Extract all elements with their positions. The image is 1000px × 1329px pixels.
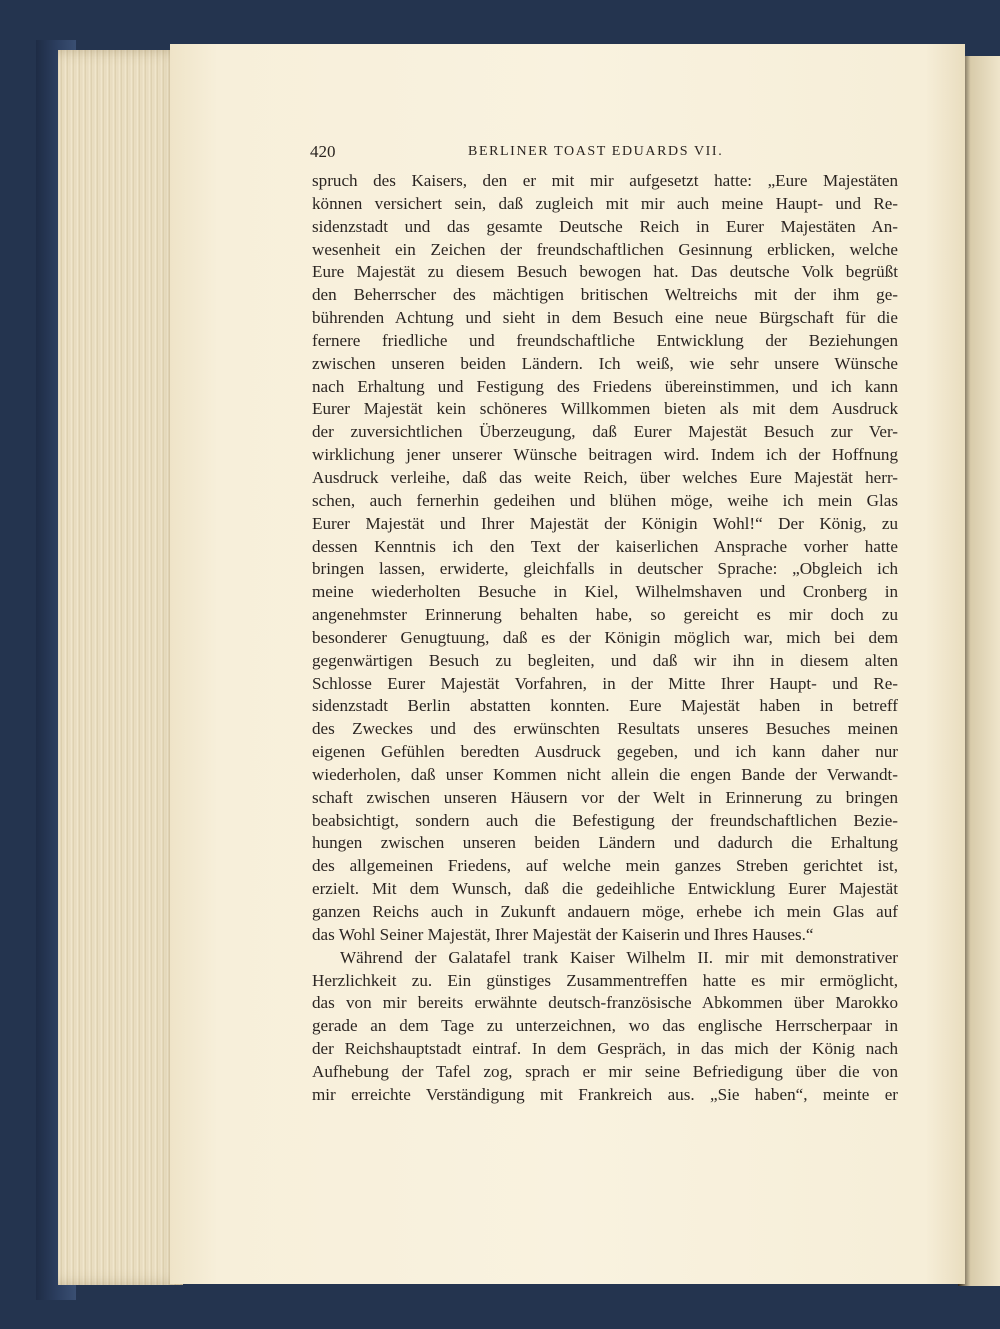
page-edges bbox=[58, 50, 183, 1285]
text-line: Eurer Majestät kein schöneres Willkommen bieten als mit dem Ausdruck bbox=[312, 399, 898, 419]
text-line: den Beherrscher des mächtigen britischen Weltreichs mit der ihm ge- bbox=[312, 285, 898, 305]
text-line: das Wohl Seiner Majestät, Ihrer Majestät der Kaiserin und Ihres Hauses.“ bbox=[312, 924, 814, 944]
text-line: mir erreichte Verständigung mit Frankreich aus. „Sie haben“, meinte er bbox=[312, 1084, 898, 1104]
text-line: des Zweckes und des erwünschten Resultats unseres Besuches meinen bbox=[312, 719, 898, 739]
body-text bbox=[312, 170, 898, 1107]
text-line: wirklichung jener unserer Wünsche beitragen wird. Indem ich der Hoffnung bbox=[312, 445, 898, 465]
text-line: bringen lassen, erwiderte, gleichfalls in deutscher Sprache: „Obgleich ich bbox=[312, 559, 898, 579]
page-number: 420 bbox=[310, 142, 336, 161]
text-line: spruch des Kaisers, den er mit mir aufgesetzt hatte: „Eure Majestäten bbox=[312, 171, 898, 190]
text-line: wesenheit ein Zeichen der freundschaftlichen Gesinnung erblicken, welche bbox=[312, 239, 898, 259]
text-line: das von mir bereits erwähnte deutsch-französische Abkommen über Marokko bbox=[312, 993, 898, 1013]
text-line: bührenden Achtung und sieht in dem Besuch eine neue Bürgschaft für die bbox=[312, 308, 898, 328]
text-line: zwischen unseren beiden Ländern. Ich weiß, wie sehr unsere Wünsche bbox=[312, 353, 898, 373]
text-line: Aufhebung der Tafel zog, sprach er mir seine Befriedigung über die von bbox=[312, 1061, 898, 1081]
text-line: gegenwärtigen Besuch zu begleiten, und daß wir ihn in diesem alten bbox=[312, 650, 898, 670]
text-line: wiederholen, daß unser Kommen nicht allein die engen Bande der Verwandt- bbox=[312, 764, 898, 784]
text-line: ganzen Reichs auch in Zukunft andauern möge, erhebe ich mein Glas auf bbox=[312, 902, 898, 921]
text-line: Eurer Majestät und Ihrer Majestät der Königin Wohl!“ Der König, zu bbox=[312, 513, 898, 533]
text-line: schaft zwischen unseren Häusern vor der Welt in Erinnerung zu bringen bbox=[312, 787, 898, 807]
text-line: beabsichtigt, sondern auch die Befestigung der freundschaftlichen Bezie- bbox=[312, 810, 898, 830]
text-line: fernere friedliche und freundschaftliche Entwicklung der Beziehungen bbox=[312, 330, 898, 350]
text-line: erzielt. Mit dem Wunsch, daß die gedeihliche Entwicklung Eurer Majestät bbox=[312, 879, 898, 899]
text-line: Schlosse Eurer Majestät Vorfahren, in der Mitte Ihrer Haupt- und Re- bbox=[312, 673, 898, 693]
text-line: können versichert sein, daß zugleich mit mir auch meine Haupt- und Re- bbox=[312, 193, 898, 213]
text-line: eigenen Gefühlen beredten Ausdruck gegeben, und ich kann daher nur bbox=[312, 742, 898, 762]
text-line: besonderer Genugtuung, daß es der Königin möglich war, mich bei dem bbox=[312, 627, 898, 647]
running-head: BERLINER TOAST EDUARDS VII. bbox=[468, 144, 724, 159]
text-line: Herzlichkeit zu. Ein günstiges Zusammentreffen hatte es mir ermöglicht, bbox=[312, 970, 898, 990]
text-line: nach Erhaltung und Festigung des Friedens übereinstimmen, und ich kann bbox=[312, 376, 898, 396]
text-line: Während der Galatafel trank Kaiser Wilhelm II. mir mit demonstrativer bbox=[340, 947, 898, 967]
text-line: sidenzstadt Berlin abstatten konnten. Eure Majestät haben in betreff bbox=[312, 696, 898, 716]
text-line: schen, auch fernerhin gedeihen und blühen möge, weihe ich mein Glas bbox=[312, 490, 898, 510]
text-line: meine wiederholten Besuche in Kiel, Wilhelmshaven und Cronberg in bbox=[312, 582, 898, 602]
text-line: dessen Kenntnis ich den Text der kaiserlichen Ansprache vorher hatte bbox=[312, 536, 898, 556]
text-line: Eure Majestät zu diesem Besuch bewogen hat. Das deutsche Volk begrüßt bbox=[312, 262, 898, 282]
text-line: Ausdruck verleihe, daß das weite Reich, über welches Eure Majestät herr- bbox=[312, 467, 898, 487]
text-line: sidenzstadt und das gesamte Deutsche Reich in Eurer Majestäten An- bbox=[312, 216, 898, 236]
text-line: angenehmster Erinnerung behalten habe, so gereicht es mir doch zu bbox=[312, 605, 898, 625]
text-line: der zuversichtlichen Überzeugung, daß Eurer Majestät Besuch zur Ver- bbox=[312, 422, 898, 442]
text-line: der Reichshauptstadt eintraf. In dem Gespräch, in das mich der König nach bbox=[312, 1039, 898, 1059]
page-header bbox=[310, 142, 900, 168]
text-line: hungen zwischen unseren beiden Ländern und dadurch die Erhaltung bbox=[312, 833, 898, 853]
text-line: gerade an dem Tage zu unterzeichnen, wo das englische Herrscherpaar in bbox=[312, 1016, 898, 1036]
text-line: des allgemeinen Friedens, auf welche mein ganzes Streben gerichtet ist, bbox=[312, 856, 898, 876]
